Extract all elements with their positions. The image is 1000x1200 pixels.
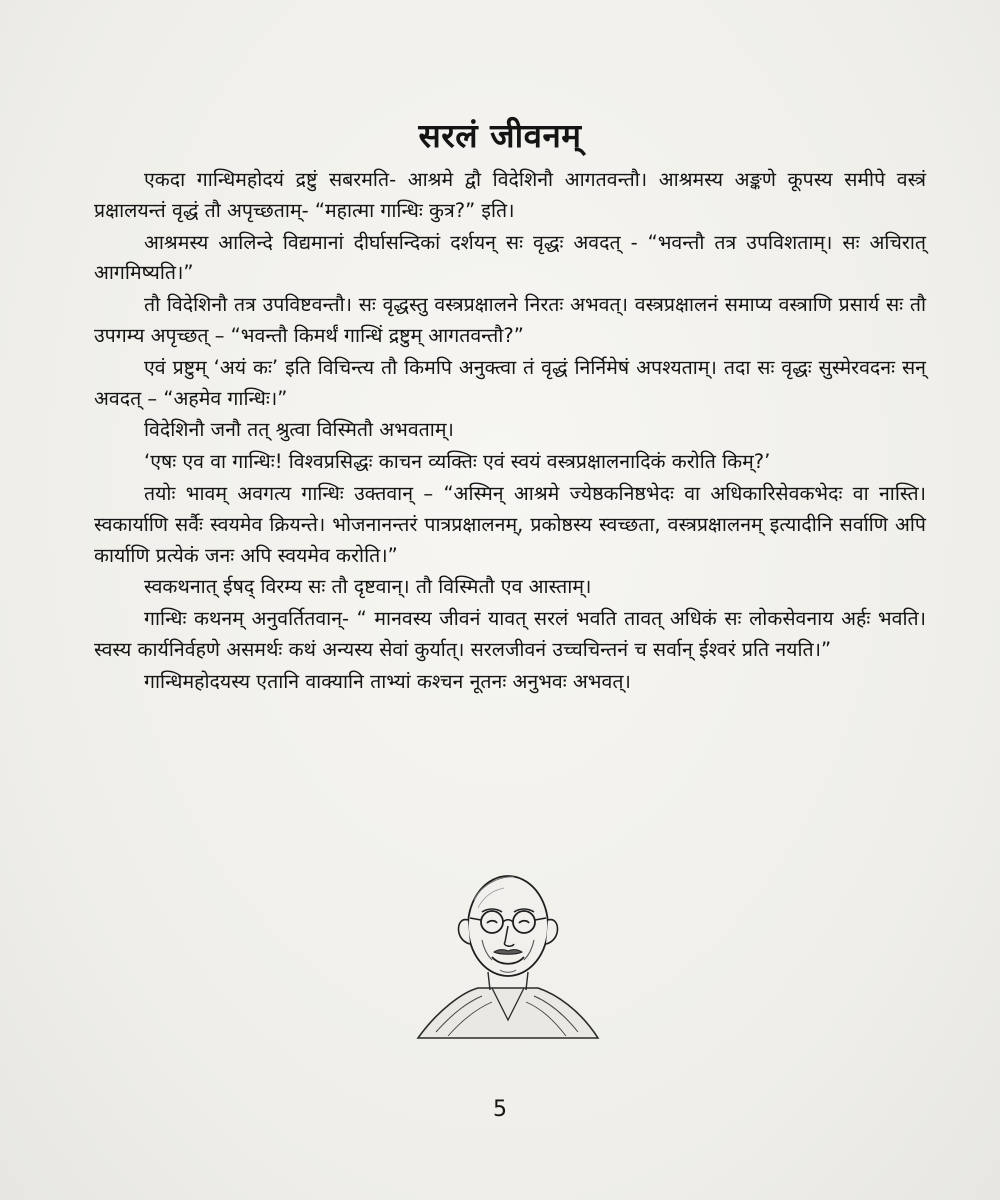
paragraph: एवं प्रष्टुम् ‘अयं कः’ इति विचिन्त्य तौ किमपि अनुक्त्वा तं वृद्धं निर्निमेषं अपश्यताम्। तदा सः वृद्धः सुस्मेरवदनः सन् अवदत् – “अहमेव गान्धिः।” [94, 355, 926, 410]
page-title: सरलं जीवनम् [418, 116, 582, 155]
paragraph: ‘एषः एव वा गान्धिः! विश्वप्रसिद्धः काचन व्यक्तिः एवं स्वयं वस्त्रप्रक्षालनादिकं करोति किम्?’ [144, 450, 771, 474]
paragraph: गान्धिमहोदयस्य एतानि वाक्यानि ताभ्यां कश्चन नूतनः अनुभवः अभवत्। [144, 669, 631, 693]
paragraph: तौ विदेशिनौ तत्र उपविष्टवन्तौ। सः वृद्धस्तु वस्त्रप्रक्षालने निरतः अभवत्। वस्त्रप्रक्षालनं समाप्य वस्त्राणि प्रसार्य सः तौ उपगम्य अपृच्छत् – “भवन्तौ किमर्थं गान्धिं द्रष्टुम् आगतवन्तौ?” [94, 293, 926, 347]
paragraph: विदेशिनौ जनौ तत् श्रुत्वा विस्मितौ अभवताम्। [144, 418, 454, 442]
paragraph: तयोः भावम् अवगत्य गान्धिः उक्तवान् – “अस्मिन् आश्रमे ज्येष्ठकनिष्ठभेदः वा अधिकारिसेवकभेदः वा नास्ति। स्वकार्याणि सर्वैः स्वयमेव क्रियन्ते। भोजनानन्तरं पात्रप्रक्षालनम्, प्रकोष्ठस्य स्वच्छता, वस्त्रप्रक्षालनम् इत्यादीनि सर्वाणि अपि कार्याणि प्रत्येकं जनः अपि स्वयमेव करोति।” [94, 481, 926, 567]
paragraph: आश्रमस्य आलिन्दे विद्यमानां दीर्घासन्दिकां दर्शयन् सः वृद्धः अवदत् - “भवन्तौ तत्र उपविशताम्। सः अचिरात् आगमिष्यति।” [94, 230, 926, 285]
paragraph: स्वकथनात् ईषद् विरम्य सः तौ दृष्टवान्। तौ विस्मितौ एव आस्ताम्। [144, 575, 592, 599]
paragraph: एकदा गान्धिमहोदयं द्रष्टुं सबरमति- आश्रमे द्वौ विदेशिनौ आगतवन्तौ। आश्रमस्य अङ्कणे कूपस्य समीपे वस्त्रं प्रक्षालयन्तं वृद्धं तौ अपृच्छताम्- “महात्मा गान्धिः कुत्र?” इति। [94, 168, 926, 222]
story-text [94, 165, 926, 699]
page-number: 5 [493, 1097, 507, 1122]
gandhi-portrait-icon [408, 860, 608, 1040]
paragraph: गान्धिः कथनम् अनुवर्तितवान्- “ मानवस्य जीवनं यावत् सरलं भवति तावत् अधिकं सः लोकसेवनाय अर्हः भवति। स्वस्य कार्यनिर्वहणे असमर्थः कथं अन्यस्य सेवां कुर्यात्। सरलजीवनं उच्चचिन्तनं च सर्वान् ईश्वरं प्रति नयति।” [94, 607, 926, 661]
